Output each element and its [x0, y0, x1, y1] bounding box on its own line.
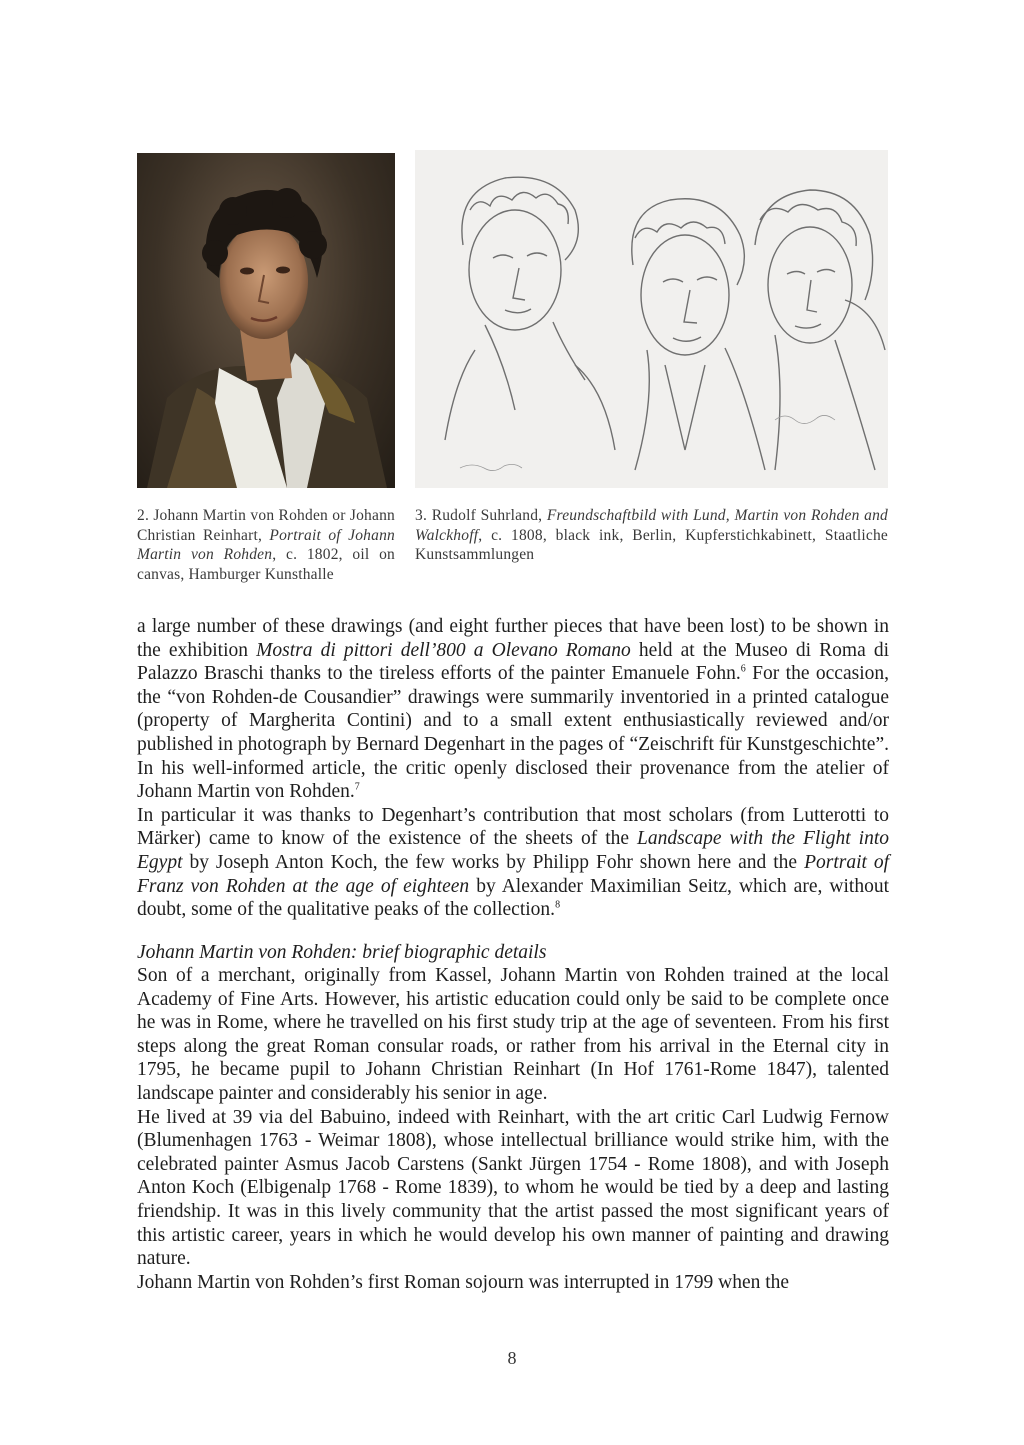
artwork-title: Landscape with the Flight into Egypt	[137, 828, 889, 873]
paragraph-text: a large number of these drawings (and eight further pieces that have been lost) to be shown in the exhibition	[137, 616, 889, 661]
paragraph-3: He lived at 39 via del Babuino, indeed with Reinhart, with the art critic Carl Ludwig Fernow (Blumenhagen 1763 - Weimar 1808), whose intellectual brilliance would strike him, with the celebrated painter Asmus Jacob Carstens (Sankt Jürgen 1754 - Rome 1808), and with Joseph Anton Koch (Elbigenalp 1768 - Rome 1839), to whom he would be tied by a deep and lasting friendship. It was in this lively community that the artist passed the most significant years of this artistic career, years in which he would develop his own manner of painting and drawing nature.	[137, 1106, 889, 1270]
paragraph-text: For the occasion, the “von Rohden-de Cousandier” drawings were summarily inventoried in a printed catalogue (property of Margherita Contini) and to a small extent enthusiastically reviewed and/or published in photograph by Bernard Degenhart in the pages of “Zeischrift für Kunstgeschichte”. In his well-informed article, the critic openly disclosed their provenance from the atelier of Johann Martin von Rohden.	[137, 663, 890, 803]
paragraph-4: Johann Martin von Rohden’s first Roman sojourn was interrupted in 1799 when the	[137, 1271, 790, 1293]
caption-details: , c. 1808, black ink, Berlin, Kupferstichkabinett, Staatliche Kunstsammlungen	[415, 526, 888, 563]
footnote-ref: 6	[740, 663, 746, 675]
section-heading: Johann Martin von Rohden: brief biographic details	[137, 942, 547, 963]
paragraph-text: In particular it was thanks to Degenhart’s contribution that most scholars (from Lutterotti to Märker) came to know of the existence of the sheets of the	[137, 804, 889, 850]
friendship-drawing	[415, 150, 888, 488]
footnote-ref: 8	[555, 899, 561, 911]
caption-title: Freundschaftbild with Lund, Martin von Rohden and Walckhoff	[415, 507, 889, 544]
caption-number: 2.	[137, 507, 150, 524]
artwork-title: Portrait of Franz von Rohden at the age of eighteen	[137, 851, 890, 897]
body-section-2	[137, 964, 889, 1294]
exhibition-title: Mostra di pittori dell’800 a Olevano Romano	[256, 639, 631, 661]
figure-2-caption	[137, 506, 395, 584]
footnote-ref: 7	[354, 781, 360, 793]
caption-author: Johann Martin von Rohden or Johann Christian Reinhart,	[137, 507, 395, 544]
paragraph-text: by Joseph Anton Koch, the few works by Philipp Fohr shown here and the	[189, 851, 798, 873]
caption-author: Rudolf Suhrland,	[431, 507, 543, 524]
body-section-1	[137, 615, 889, 922]
caption-details: , c. 1802, oil on canvas, Hamburger Kunsthalle	[137, 546, 395, 583]
paragraph-2: Son of a merchant, originally from Kassel, Johann Martin von Rohden trained at the local Academy of Fine Arts. However, his artistic education could only be said to be complete once he was in Rome, where he travelled on his first study trip at the age of seventeen. From his first steps along the great Roman consular roads, or rather from his arrival in the Eternal city in 1795, he became pupil to Johann Christian Reinhart (In Hof 1761-Rome 1847), talented landscape painter and considerably his senior in age.	[137, 965, 889, 1104]
portrait-painting	[137, 153, 395, 488]
friendship-drawing-image	[415, 150, 888, 488]
paragraph-text: by Alexander Maximilian Seitz, which are, without doubt, some of the qualitative peaks of the collection.	[137, 875, 890, 921]
page-number: 8	[507, 1348, 517, 1368]
figure-3-caption	[415, 506, 888, 565]
paragraph-1b	[137, 804, 889, 922]
portrait-painting-image	[137, 153, 395, 488]
paragraph-1	[137, 615, 889, 804]
caption-title: Portrait of Johann Martin von Rohden	[137, 526, 395, 563]
caption-number: 3.	[415, 507, 428, 524]
paragraph-text: held at the Museo di Roma di Palazzo Braschi thanks to the tireless efforts of the painter Emanuele Fohn.	[137, 639, 890, 685]
